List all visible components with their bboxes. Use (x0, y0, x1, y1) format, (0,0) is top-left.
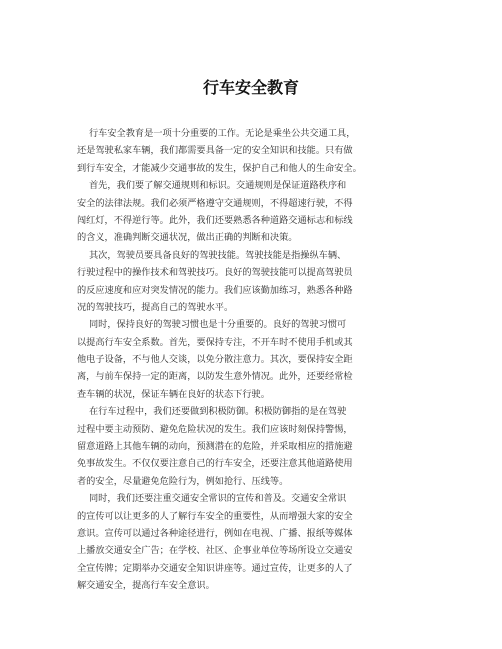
paragraph-line: 以提高行车安全系数。首先，要保持专注，不开车时不使用手机或其 (77, 336, 353, 348)
paragraph-line: 过程中要主动预防、避免危险状况的发生。我们应该时刻保持警惕， (77, 423, 353, 435)
paragraph-line: 者的安全，尽量避免危险行为，例如抢行、压线等。 (77, 475, 289, 487)
paragraph-4 (77, 316, 437, 403)
paragraph-line: 同时，保持良好的驾驶习惯也是十分重要的。良好的驾驶习惯可 (89, 319, 347, 331)
paragraph-line: 同时，我们还要注重交通安全常识的宣传和普及。交通安全常识 (89, 493, 347, 505)
paragraph-3 (77, 247, 437, 317)
paragraph-line: 安全的法律法规。我们必须严格遵守交通规则，不得超速行驶，不得 (77, 197, 353, 209)
paragraph-2 (77, 177, 437, 247)
paragraph-line: 离，与前车保持一定的距离，以防发生意外情况。此外，还要经常检 (77, 371, 353, 383)
paragraph-line: 行车安全教育是一项十分重要的工作。无论是乘坐公共交通工具， (89, 128, 356, 139)
paragraph-1 (77, 125, 437, 177)
paragraph-line: 解交通安全，提高行车安全意识。 (77, 580, 215, 592)
paragraph-line: 还是驾驶私家车辆，我们都需要具备一定的安全知识和技能。只有做 (77, 145, 353, 157)
paragraph-line: 其次，驾驶员要具备良好的驾驶技能。驾驶技能是指操纵车辆、 (89, 249, 347, 261)
paragraph-line: 的反应速度和应对突发情况的能力。我们应该勤加练习，熟悉各种路 (77, 284, 353, 296)
paragraph-line: 意识。宣传可以通过各种途径进行，例如在电视、广播、报纸等媒体 (77, 527, 353, 539)
paragraph-line: 查车辆的状况，保证车辆在良好的状态下行驶。 (77, 388, 270, 400)
paragraph-6 (77, 490, 437, 594)
paragraph-line: 闯红灯，不得逆行等。此外，我们还要熟悉各种道路交通标志和标线 (77, 214, 353, 226)
document-body (77, 125, 437, 595)
paragraph-line: 的宣传可以让更多的人了解行车安全的重要性，从而增强大家的安全 (77, 510, 353, 522)
paragraph-line: 行驶过程中的操作技术和驾驶技巧。良好的驾驶技能可以提高驾驶员 (77, 267, 353, 279)
paragraph-line: 上播放交通安全广告；在学校、社区、企事业单位等场所设立交通安 (77, 545, 353, 557)
paragraph-line: 全宣传牌；定期举办交通安全知识讲座等。通过宣传，让更多的人了 (77, 562, 353, 574)
paragraph-line: 他电子设备，不与他人交谈，以免分散注意力。其次，要保持安全距 (77, 354, 353, 366)
paragraph-line: 留意道路上其他车辆的动向，预测潜在的危险，并采取相应的措施避 (77, 441, 353, 453)
paragraph-line: 的含义，准确判断交通状况，做出正确的判断和决策。 (77, 232, 298, 244)
paragraph-line: 在行车过程中，我们还要做到积极防御。积极防御指的是在驾驶 (89, 406, 347, 418)
paragraph-line: 到行车安全，才能减少交通事故的发生，保护自己和他人的生命安全。 (77, 162, 362, 174)
paragraph-line: 免事故发生。不仅仅要注意自己的行车安全，还要注意其他道路使用 (77, 458, 353, 470)
paragraph-line: 况的驾驶技巧，提高自己的驾驶水平。 (77, 301, 234, 313)
paragraph-line: 首先，我们要了解交通规则和标识。交通规则是保证道路秩序和 (89, 180, 347, 192)
paragraph-5 (77, 403, 437, 490)
document-title: 行车安全教育 (202, 78, 299, 97)
